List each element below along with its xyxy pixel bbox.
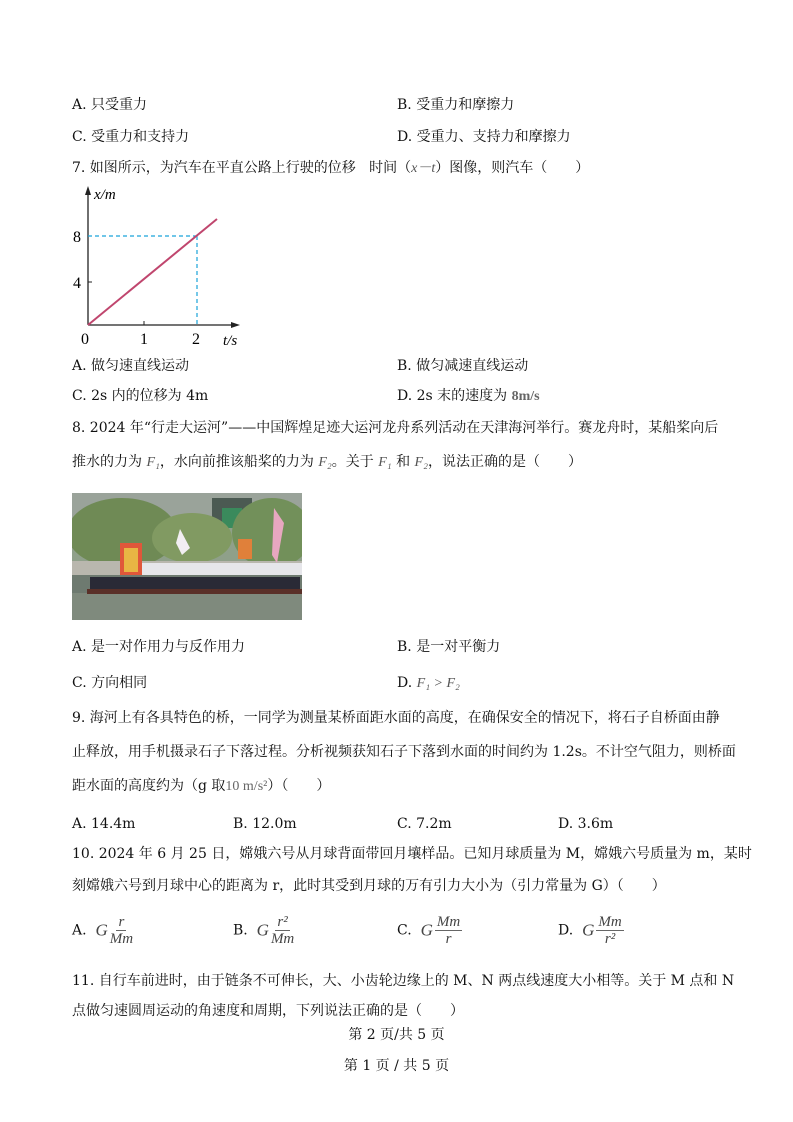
q7-option-c: C. 2s 内的位移为 4m: [72, 388, 209, 404]
q7-option-d: [397, 387, 540, 406]
q9-stem-line1: 9. 海河上有各具特色的桥，一同学为测量某桥面距水面的高度，在确保安全的情况下，将石子自桥面由静: [72, 710, 720, 726]
origin-label: 0: [81, 331, 89, 348]
q8-text: 。关于: [331, 454, 379, 470]
q8-stem-line1: 8. 2024 年“行走大运河”——中国辉煌足迹大运河龙舟系列活动在天津海河举行。赛龙舟时，某船桨向后: [72, 420, 719, 436]
q8-math-f1: F₁: [146, 455, 160, 470]
q9-math: 10 m/s²: [225, 779, 268, 794]
formula-g: G: [420, 920, 433, 940]
q8-option-b: B. 是一对平衡力: [397, 639, 501, 655]
x-axis-label: t/s: [223, 333, 238, 349]
option-label: A.: [72, 922, 87, 939]
y-axis-arrow: [85, 186, 91, 195]
q7-stem-text: 时间（: [369, 160, 412, 176]
q6-option-b: B. 受重力和摩擦力: [397, 97, 515, 113]
q8-option-a: A. 是一对作用力与反作用力: [72, 639, 246, 655]
inner-page-footer: 第 2 页/共 5 页: [348, 1027, 445, 1043]
q6-option-d: D. 受重力、支持力和摩擦力: [397, 129, 571, 145]
q9-stem-line2: 止释放，用手机摄录石子下落过程。分析视频获知石子下落到水面的时间约为 1.2s。不计空气阻力，则桥面: [72, 744, 736, 760]
q7-option-b: B. 做匀减速直线运动: [397, 358, 529, 374]
option-label: C.: [397, 922, 412, 939]
formula-g: G: [95, 920, 108, 940]
q7-option-a: A. 做匀速直线运动: [72, 358, 190, 374]
q9-option-a: A. 14.4m: [72, 816, 136, 832]
y-tick-label-4: 4: [73, 275, 81, 292]
q10-option-d: [558, 914, 624, 947]
q8-text: ，水向前推该船桨的力为: [159, 454, 319, 470]
formula-g: G: [582, 920, 595, 940]
y-axis-label: x/m: [94, 187, 116, 203]
q8-text: 和: [391, 454, 415, 470]
q8-option-d-text: D.: [397, 675, 417, 691]
formula-numerator: Mm: [598, 914, 622, 930]
option-label: B.: [233, 922, 248, 939]
q10-stem-line1: 10. 2024 年 6 月 25 日，嫦娥六号从月球背面带回月壤样品。已知月球质量为 M，嫦娥六号质量为 m，某时: [72, 846, 752, 862]
formula-fraction: [271, 914, 294, 947]
q8-text: ，说法正确的是（ ）: [427, 454, 582, 470]
q9-option-d: D. 3.6m: [558, 816, 614, 832]
q9-stem-line3: [72, 777, 330, 796]
formula-denominator: r: [445, 931, 452, 947]
q8-option-d: [397, 674, 460, 693]
dragon-boat-photo: [72, 493, 302, 620]
q10-stem-line2: 刻嫦娥六号到月球中心的距离为 r，此时其受到月球的万有引力大小为（引力常量为 G）（ ）: [72, 878, 666, 894]
formula-fraction: [435, 914, 462, 947]
page-footer: 第 1 页 / 共 5 页: [343, 1058, 450, 1074]
formula-numerator: r: [118, 914, 125, 930]
q8-text: 推水的力为: [72, 454, 147, 470]
q9-option-b: B. 12.0m: [233, 816, 297, 832]
q7-stem-text: ）图像，则汽车（ ）: [435, 160, 590, 176]
q7-option-d-text: D. 2s 末的速度为: [397, 388, 512, 404]
q8-option-d-math: F₁ > F₂: [416, 676, 460, 691]
formula-g: G: [256, 920, 269, 940]
formula-numerator: r²: [277, 914, 288, 930]
xt-data-line: [88, 219, 217, 325]
y-tick-label-8: 8: [73, 229, 81, 246]
q7-stem-math: x－t: [411, 161, 436, 176]
q11-stem-line2: 点做匀速圆周运动的角速度和周期，下列说法正确的是（ ）: [72, 1003, 464, 1019]
formula-numerator: Mm: [436, 914, 461, 930]
q8-math-f2: F₂: [414, 455, 428, 470]
formula-fraction: [110, 914, 133, 947]
q7-stem-text: 7. 如图所示，为汽车在平直公路上行驶的位移: [72, 160, 356, 176]
formula-denominator: r²: [604, 931, 616, 947]
formula-denominator: Mm: [109, 931, 134, 947]
q9-text: ）（ ）: [267, 778, 331, 794]
option-label: D.: [558, 922, 574, 939]
q10-option-c: [397, 914, 462, 947]
q8-stem-line2: [72, 453, 582, 472]
q8-math-f1: F₁: [378, 455, 392, 470]
q10-option-a: [72, 914, 133, 947]
formula-fraction: [596, 914, 623, 947]
q8-option-c: C. 方向相同: [72, 675, 148, 691]
q11-stem-line1: 11. 自行车前进时，由于链条不可伸长，大、小齿轮边缘上的 M、N 两点线速度大小相等。关于 M 点和 N: [72, 973, 735, 989]
q9-option-c: C. 7.2m: [397, 816, 452, 832]
q10-option-b: [233, 914, 294, 947]
q7-xt-graph: [60, 180, 260, 350]
q9-text: 距水面的高度约为（g 取: [72, 778, 226, 794]
q7-stem: [72, 159, 589, 178]
x-tick-label-1: 1: [140, 331, 148, 348]
q6-option-a: A. 只受重力: [72, 97, 148, 113]
x-axis-arrow: [231, 322, 240, 328]
q6-option-c: C. 受重力和支持力: [72, 129, 190, 145]
x-tick-label-2: 2: [192, 331, 200, 348]
q8-math-f2: F₂: [318, 455, 332, 470]
q7-option-d-math: 8m/s: [511, 389, 540, 404]
formula-denominator: Mm: [270, 931, 295, 947]
